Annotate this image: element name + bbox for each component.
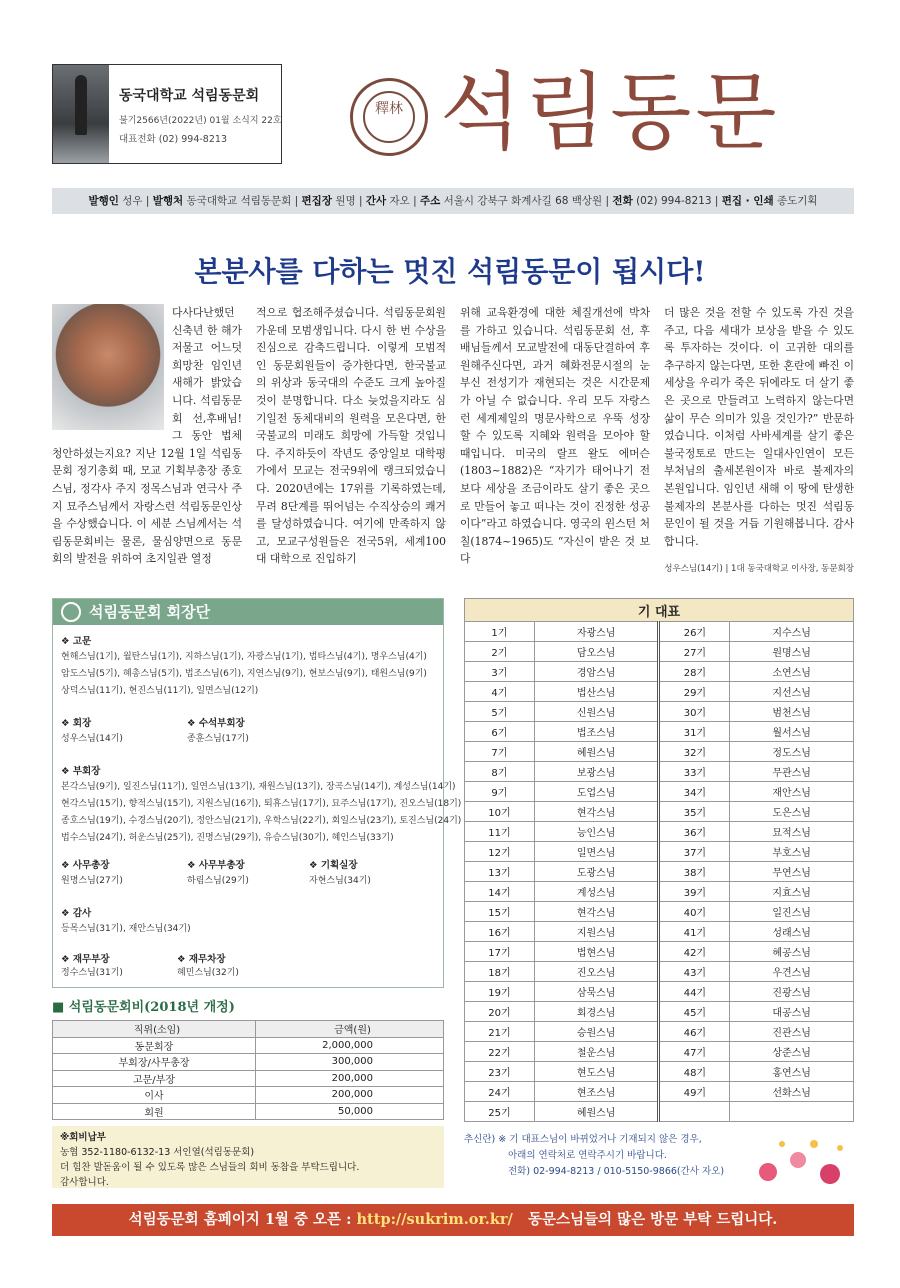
name-cell: 회경스님	[534, 1002, 659, 1022]
finance-head-value: 정수스님(31기)	[61, 968, 123, 978]
finance-deputy-value: 혜민스님(32기)	[177, 968, 239, 978]
table-row: 회원 50,000	[53, 1103, 444, 1120]
table-row	[465, 662, 854, 682]
gen-cell: 41기	[659, 922, 730, 942]
name-cell: 정도스님	[730, 742, 854, 762]
article-column-4: 더 많은 것을 전할 수 있도록 가진 것을 주고, 다음 세대가 보상을 받을 수 있도록 투자하는 것이다. 이 고귀한 대의를 추구하지 않는다면, 또한 혼란에 빠진 이 세상을 우리가 죽은 뒤에라도 더 살기 좋은 곳으로 만들려고 노력하지 않는다면 삶이 무슨 의미가 있을 것인가?” 반문하였습니다. 이처럼 사바세계를 살기 좋은 불국정토로 만드는 일대사인연이 모든 부처님의 출세본원이자 바로 불제자의 본원입니다. 임인년 새해 이 땅에 탄생한 불제자의 본분사를 다하는 멋진 석림동문인이 될 것을 거듭 기원해봅니다. 감사합니다.	[664, 306, 854, 548]
name-cell: 진관스님	[730, 1022, 854, 1042]
name-cell: 대공스님	[730, 1002, 854, 1022]
name-cell: 경암스님	[534, 662, 659, 682]
name-cell: 선화스님	[730, 1082, 854, 1102]
gen-cell: 44기	[659, 982, 730, 1002]
article-column-3: 위해 교육환경에 대한 체질개선에 박차를 가하고 있습니다. 석림동문회 선, 후배님들께서 모교발전에 대동단결하여 후원해주신다면, 과거 혜화전문시절의 눈부신 전성기가 재현되는 것은 시간문제가 아닐 수 없습니다. 우리 모두 자랑스런 세계제일의 명문사학으로 우뚝 성장할 수 있도록 지혜와 원력을 모아야 할 때입니다. 미국의 랄프 왈도 에머슨(1803~1882)은 “자기가 태어나기 전 보다 세상을 조금이라도 살기 좋은 곳으로 만들어 놓고 떠나는 것이 진정한 성공이다”라고 하였습니다. 영국의 윈스턴 처칠(1874~1965)도 “자신이 받은 것 보다	[460, 306, 650, 566]
presidents-panel	[52, 598, 462, 988]
panel-title: 석림동문회 회장단	[53, 599, 443, 625]
name-cell: 철운스님	[534, 1042, 659, 1062]
table-row: 이사 200,000	[53, 1087, 444, 1104]
dharma-wheel-icon	[61, 602, 81, 622]
newsletter-logo: 석림동문	[440, 63, 781, 161]
table-row	[465, 982, 854, 1002]
vp-line: 현각스님(15기), 향적스님(15기), 지원스님(16기), 퇴휴스님(17기), 묘주스님(17기), 진오스님(18기)	[61, 799, 462, 809]
president-value: 성우스님(14기)	[61, 734, 123, 744]
class-rep-title: 기 대표	[465, 599, 854, 622]
table-row	[465, 882, 854, 902]
table-row	[465, 842, 854, 862]
table-row	[465, 742, 854, 762]
president-label: ❖ 회장	[61, 718, 92, 729]
table-row	[465, 902, 854, 922]
gen-cell: 1기	[465, 622, 535, 642]
gen-cell: 12기	[465, 842, 535, 862]
gen-cell: 21기	[465, 1022, 535, 1042]
gen-cell: 20기	[465, 1002, 535, 1022]
table-row	[465, 702, 854, 722]
publisher-bar: 발행인 성우 | 발행처 동국대학교 석림동문회 | 편집장 원명 | 간사 자오 | 주소 서울시 강북구 화계사길 68 백상원 | 전화 (02) 994-8213 | 편집 · 인쇄 종도기획	[52, 188, 854, 214]
senior-vp-label: ❖ 수석부회장	[187, 718, 245, 729]
org-box-title: 동국대학교 석림동문회	[119, 88, 260, 104]
gen-cell: 7기	[465, 742, 535, 762]
article-column-1: 다사다난했던 신축년 한 해가 저물고 어느덧 희망찬 임인년 새해가 밝았습니다. 석림동문회 선,후배님! 그 동안 법체 청안하셨는지요? 지난 12월 1일 석림동문회 정기총회 때, 모교 기획부총장 종호스님, 정각사 주지 정목스님과 연극사 주지 묘주스님께서 자랑스런 석림동문인상을 수상했습니다. 이 세분 스님께서는 석림동문회비는 물론, 물심양면으로 동문회의 발전을 위하여 초지일관 열정	[52, 306, 242, 566]
gen-cell: 25기	[465, 1102, 535, 1122]
vp-label: ❖ 부회장	[61, 766, 101, 777]
fee-table	[52, 1020, 444, 1120]
org-info-box	[52, 64, 282, 164]
gen-cell: 31기	[659, 722, 730, 742]
name-cell	[730, 1102, 854, 1122]
gen-cell: 3기	[465, 662, 535, 682]
name-cell: 현조스님	[534, 1082, 659, 1102]
name-cell: 혜원스님	[534, 742, 659, 762]
gen-cell: 18기	[465, 962, 535, 982]
gen-cell: 35기	[659, 802, 730, 822]
finance-head-label: ❖ 재무부장	[61, 954, 110, 965]
gen-cell	[659, 1102, 730, 1122]
name-cell: 범천스님	[730, 702, 854, 722]
homepage-banner: 석림동문회 홈페이지 1월 중 오픈 : http://sukrim.or.kr/ 동문스님들의 많은 방문 부탁 드립니다.	[52, 1204, 854, 1236]
gen-cell: 13기	[465, 862, 535, 882]
name-cell: 재안스님	[730, 782, 854, 802]
name-cell: 홍연스님	[730, 1062, 854, 1082]
table-row	[465, 762, 854, 782]
gen-cell: 28기	[659, 662, 730, 682]
gen-cell: 45기	[659, 1002, 730, 1022]
gen-cell: 6기	[465, 722, 535, 742]
gen-cell: 38기	[659, 862, 730, 882]
postscript: 추신란) ※ 기 대표스님이 바뀌었거나 기재되지 않은 경우, 아래의 연락처로 연락주시기 바랍니다. 전화) 02-994-8213 / 010-5150-9866(간사 자오)	[464, 1134, 725, 1177]
gen-cell: 24기	[465, 1082, 535, 1102]
table-row	[465, 1002, 854, 1022]
issue-line: 불기2566년(2022년) 01월 소식지 22호	[119, 116, 282, 126]
name-cell: 도은스님	[730, 802, 854, 822]
auditor-value: 등목스님(31기), 재안스님(34기)	[61, 924, 191, 934]
article-column-2: 적으로 협조해주셨습니다. 석림동문회원 가운데 모범생입니다. 다시 한 번 수상을 진심으로 감축드립니다. 이렇게 모범적인 동문회원들이 증가한다면, 한국불교의 위상과 동국대의 수준도 크게 높아질 것이 분명합니다. 다소 늦었을지라도 심기일전 동체대비의 원력을 모은다면, 한국불교의 미래도 희망에 가득할 것입니다. 주지하듯이 작년도 중앙일보 대학평가에서 모교는 전국9위에 랭크되었습니다. 2020년에는 17위를 기록하였는데, 무려 8단계를 뛰어넘는 수직상승의 쾌거를 달성하였습니다. 여기에 만족하지 않고, 모교구성원들은 전국5위, 세계100대 대학으로 진입하기	[256, 306, 446, 566]
table-row	[465, 1082, 854, 1102]
class-rep-table	[464, 598, 854, 1122]
gen-cell: 17기	[465, 942, 535, 962]
name-cell: 상준스님	[730, 1042, 854, 1062]
advisors-line: 상덕스님(11기), 현진스님(11기), 일면스님(12기)	[61, 686, 259, 696]
name-cell: 신원스님	[534, 702, 659, 722]
finance-deputy-label: ❖ 재무차장	[177, 954, 226, 965]
advisors-line: 암도스님(5기), 혜총스님(5기), 법조스님(6기), 지연스님(9기), 현보스님(9기), 태원스님(9기)	[61, 669, 427, 679]
table-row	[465, 962, 854, 982]
payment-note: ※회비납부 농협 352-1180-6132-13 서인열(석림동문회) 더 힘찬 발돋움이 될 수 있도록 많은 스님들의 회비 동참을 부탁드립니다. 감사합니다.	[52, 1126, 444, 1188]
name-cell: 현각스님	[534, 902, 659, 922]
name-cell: 지수스님	[730, 622, 854, 642]
planning-label: ❖ 기획실장	[309, 860, 358, 871]
planning-value: 자현스님(34기)	[309, 876, 371, 886]
name-cell: 지효스님	[730, 882, 854, 902]
fee-title: ■ 석림동문회비(2018년 개정)	[52, 1000, 235, 1015]
gen-cell: 10기	[465, 802, 535, 822]
table-row	[465, 922, 854, 942]
name-cell: 현도스님	[534, 1062, 659, 1082]
table-row	[465, 1102, 854, 1122]
table-row	[465, 622, 854, 642]
name-cell: 일면스님	[534, 842, 659, 862]
table-row	[465, 1062, 854, 1082]
table-row	[465, 782, 854, 802]
name-cell: 진광스님	[730, 982, 854, 1002]
name-cell: 무관스님	[730, 762, 854, 782]
vp-line: 법수스님(24기), 허운스님(25기), 진명스님(29기), 유승스님(30기), 혜인스님(33기)	[61, 833, 394, 843]
gen-cell: 48기	[659, 1062, 730, 1082]
gen-cell: 27기	[659, 642, 730, 662]
gen-cell: 40기	[659, 902, 730, 922]
name-cell: 소연스님	[730, 662, 854, 682]
buddha-statue-photo	[53, 65, 109, 163]
flower-decoration	[748, 1130, 854, 1190]
secretary-general-label: ❖ 사무총장	[61, 860, 110, 871]
gen-cell: 36기	[659, 822, 730, 842]
name-cell: 부호스님	[730, 842, 854, 862]
gen-cell: 43기	[659, 962, 730, 982]
name-cell: 법현스님	[534, 942, 659, 962]
table-row	[465, 722, 854, 742]
name-cell: 월서스님	[730, 722, 854, 742]
gen-cell: 39기	[659, 882, 730, 902]
gen-cell: 26기	[659, 622, 730, 642]
name-cell: 진오스님	[534, 962, 659, 982]
gen-cell: 49기	[659, 1082, 730, 1102]
name-cell: 자광스님	[534, 622, 659, 642]
table-row	[465, 682, 854, 702]
gen-cell: 19기	[465, 982, 535, 1002]
name-cell: 도광스님	[534, 862, 659, 882]
gen-cell: 46기	[659, 1022, 730, 1042]
gen-cell: 37기	[659, 842, 730, 862]
name-cell: 법조스님	[534, 722, 659, 742]
name-cell: 현각스님	[534, 802, 659, 822]
name-cell: 혜공스님	[730, 942, 854, 962]
table-row: 직위(소임) 금액(원)	[53, 1021, 444, 1038]
gen-cell: 11기	[465, 822, 535, 842]
name-cell: 일진스님	[730, 902, 854, 922]
gen-cell: 29기	[659, 682, 730, 702]
tel-line: 대표전화 (02) 994-8213	[119, 134, 227, 145]
gen-cell: 5기	[465, 702, 535, 722]
advisors-line: 현해스님(1기), 월탄스님(1기), 지하스님(1기), 자광스님(1기), 법타스님(4기), 명우스님(4기)	[61, 652, 427, 662]
auditor-label: ❖ 감사	[61, 908, 92, 919]
gen-cell: 34기	[659, 782, 730, 802]
gen-cell: 8기	[465, 762, 535, 782]
name-cell: 무연스님	[730, 862, 854, 882]
vp-line: 본각스님(9기), 일진스님(11기), 일연스님(13기), 재원스님(13기), 장곡스님(14기), 계성스님(14기)	[61, 782, 456, 792]
table-row	[465, 1022, 854, 1042]
name-cell: 보광스님	[534, 762, 659, 782]
name-cell: 승원스님	[534, 1022, 659, 1042]
deputy-secretary-value: 하림스님(29기)	[187, 876, 249, 886]
gen-cell: 47기	[659, 1042, 730, 1062]
gen-cell: 23기	[465, 1062, 535, 1082]
table-row	[465, 942, 854, 962]
gen-cell: 30기	[659, 702, 730, 722]
gen-cell: 32기	[659, 742, 730, 762]
gen-cell: 4기	[465, 682, 535, 702]
table-row	[465, 822, 854, 842]
name-cell: 지원스님	[534, 922, 659, 942]
name-cell: 묘적스님	[730, 822, 854, 842]
seal-text: 釋林	[363, 91, 415, 143]
article-signature: 성우스님(14기) | 1대 동국대학교 이사장, 동문회장	[664, 564, 854, 574]
headline: 본분사를 다하는 멋진 석림동문이 됩시다!	[194, 255, 706, 288]
name-cell: 원명스님	[730, 642, 854, 662]
secretary-general-value: 원명스님(27기)	[61, 876, 123, 886]
name-cell: 혜원스님	[534, 1102, 659, 1122]
table-row: 동문회장 2,000,000	[53, 1037, 444, 1054]
gen-cell: 14기	[465, 882, 535, 902]
seal-emblem	[350, 78, 428, 156]
name-cell: 법산스님	[534, 682, 659, 702]
senior-vp-value: 종훈스님(17기)	[187, 734, 249, 744]
gen-cell: 2기	[465, 642, 535, 662]
gen-cell: 16기	[465, 922, 535, 942]
deputy-secretary-label: ❖ 사무부총장	[187, 860, 245, 871]
gen-cell: 15기	[465, 902, 535, 922]
table-row	[465, 802, 854, 822]
table-row: 고문/부장 200,000	[53, 1070, 444, 1087]
name-cell: 성래스님	[730, 922, 854, 942]
advisors-label: ❖ 고문	[61, 636, 92, 647]
table-row: 부회장/사무총장 300,000	[53, 1054, 444, 1071]
gen-cell: 22기	[465, 1042, 535, 1062]
gen-cell: 33기	[659, 762, 730, 782]
name-cell: 계성스님	[534, 882, 659, 902]
homepage-link[interactable]: http://sukrim.or.kr/	[356, 1211, 513, 1228]
name-cell: 삼묵스님	[534, 982, 659, 1002]
name-cell: 우견스님	[730, 962, 854, 982]
table-row	[465, 642, 854, 662]
gen-cell: 42기	[659, 942, 730, 962]
name-cell: 담오스님	[534, 642, 659, 662]
table-row	[465, 1042, 854, 1062]
name-cell: 능인스님	[534, 822, 659, 842]
vp-line: 종호스님(19기), 수경스님(20기), 정안스님(21기), 우학스님(22기), 회일스님(23기), 토진스님(24기)	[61, 816, 462, 826]
name-cell: 지선스님	[730, 682, 854, 702]
gen-cell: 9기	[465, 782, 535, 802]
name-cell: 도업스님	[534, 782, 659, 802]
table-row	[465, 862, 854, 882]
